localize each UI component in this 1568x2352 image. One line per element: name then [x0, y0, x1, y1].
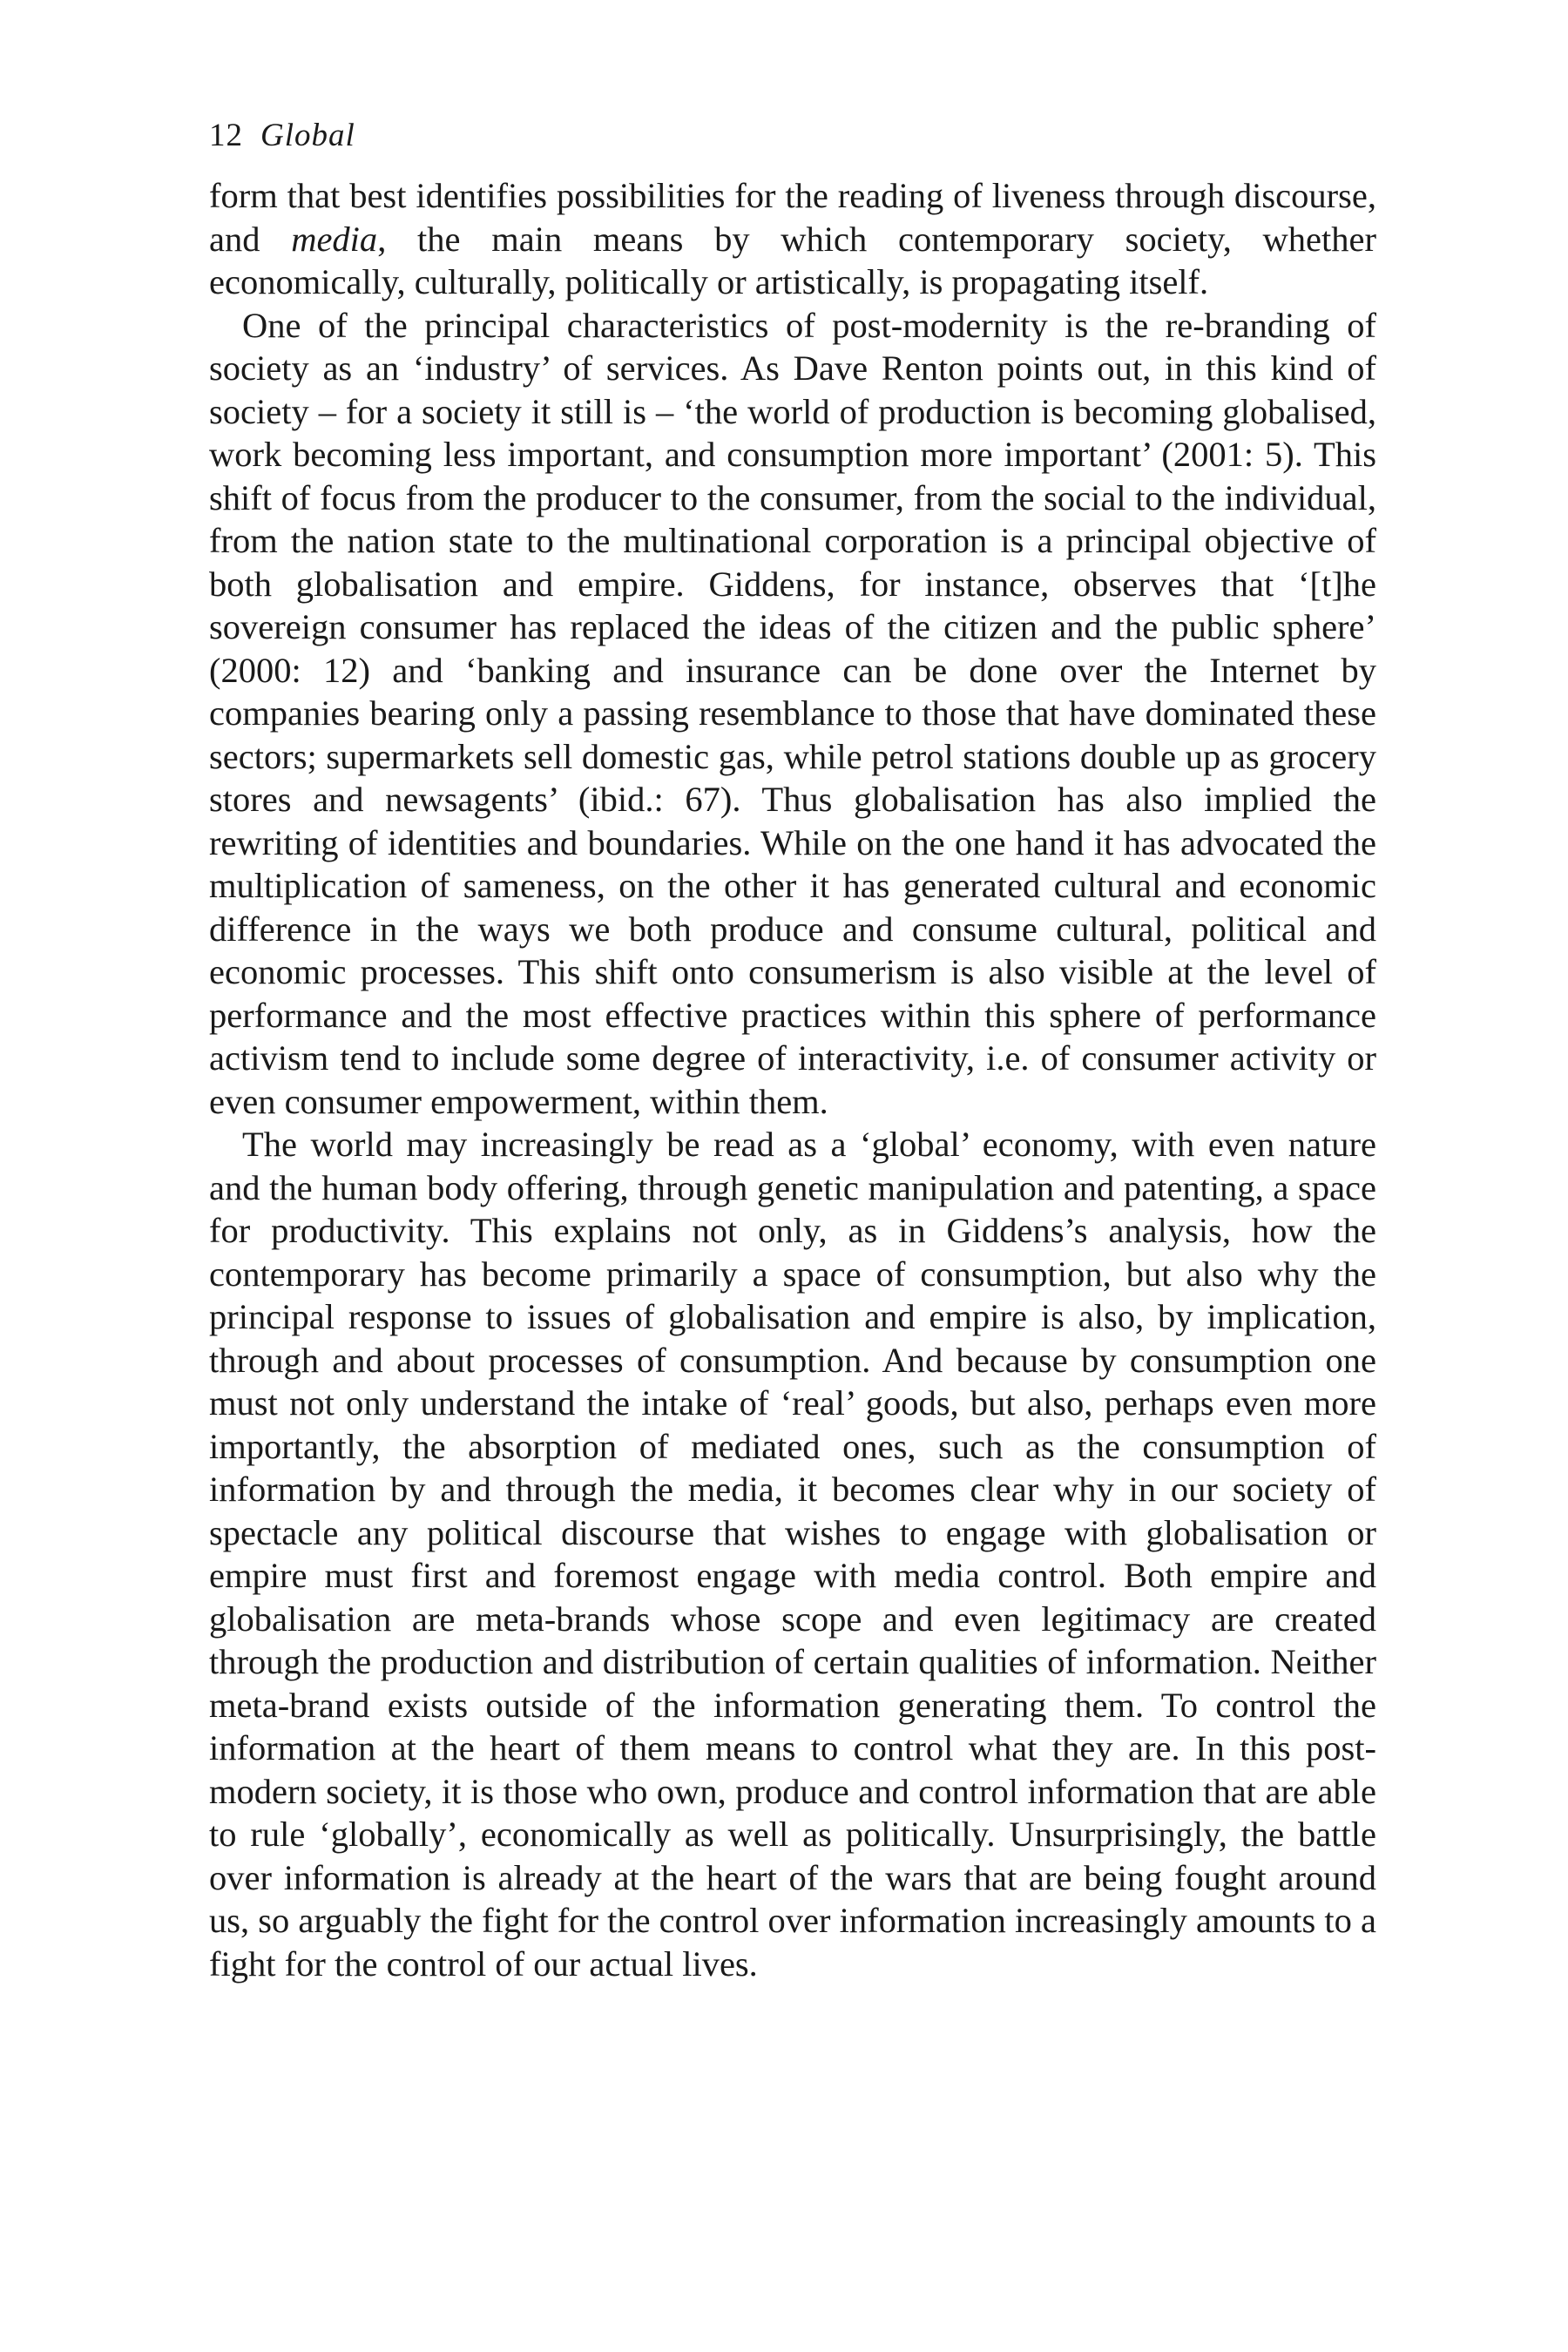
- paragraph-2: One of the principal characteristics of post-modernity is the re-branding of society as an ‘industry’ of services. As Dave Renton points out, in this kind of society – for a society it still is – ‘the world of production is becoming globalised, work becoming less important, and consumption more important’ (2001: 5). This shift of focus from the producer to the consumer, from the social to the individual, from the nation state to the multinational corporation is a principal objective of both globalisation and empire. Giddens, for instance, observes that ‘[t]he sovereign consumer has replaced the ideas of the citizen and the public sphere’ (2000: 12) and ‘banking and insurance can be done over the Internet by companies bearing only a passing resemblance to those that have dominated these sectors; supermarkets sell domestic gas, while petrol stations double up as grocery stores and newsagents’ (ibid.: 67). Thus globalisation has also implied the rewriting of identities and boundaries. While on the one hand it has advocated the multiplication of sameness, on the other it has generated cultural and economic difference in the ways we both produce and consume cultural, political and economic processes. This shift onto consumerism is also visible at the level of performance and the most effective practices within this sphere of performance activism tend to include some degree of interactivity, i.e. of consumer activity or even consumer empowerment, within them.: [209, 305, 1376, 1121]
- paragraph-1: [209, 174, 1376, 304]
- running-title: Global: [260, 118, 355, 153]
- page-number: 12: [209, 118, 243, 153]
- running-head: [209, 115, 355, 157]
- emphasis-media: media: [291, 219, 378, 259]
- paragraph-3: The world may increasingly be read as a ‘global’ economy, with even nature and the human body offering, through genetic manipulation and patenting, a space for productivity. This explains not only, as in Giddens’s analysis, how the contemporary has become primarily a space of consumption, but also why the principal response to issues of globalisation and empire is also, by implication, through and about processes of consumption. And because by consumption one must not only understand the intake of ‘real’ goods, but also, perhaps even more importantly, the absorption of mediated ones, such as the consumption of information by and through the media, it becomes clear why in our society of spectacle any political discourse that wishes to engage with globalisation or empire must first and foremost engage with media control. Both empire and globalisation are meta-brands whose scope and even legitimacy are created through the production and distribution of certain qualities of information. Neither meta-brand exists outside of the information generating them. To control the information at the heart of them means to control what they are. In this post-modern society, it is those who own, produce and control information that are able to rule ‘globally’, economically as well as politically. Unsurprisingly, the battle over information is already at the heart of the wars that are being fought around us, so arguably the fight for the control over information increasingly amounts to a fight for the control of our actual lives.: [209, 1125, 1376, 1984]
- paragraph-1-text-start: form that best identifies possibilities for the reading of liveness through discourse, and: [209, 176, 1376, 259]
- paragraph-1-text-end: , the main means by which contemporary society, whether economically, culturally, politically or artistically, is propagating itself.: [209, 219, 1376, 301]
- body-text: [209, 174, 1376, 1985]
